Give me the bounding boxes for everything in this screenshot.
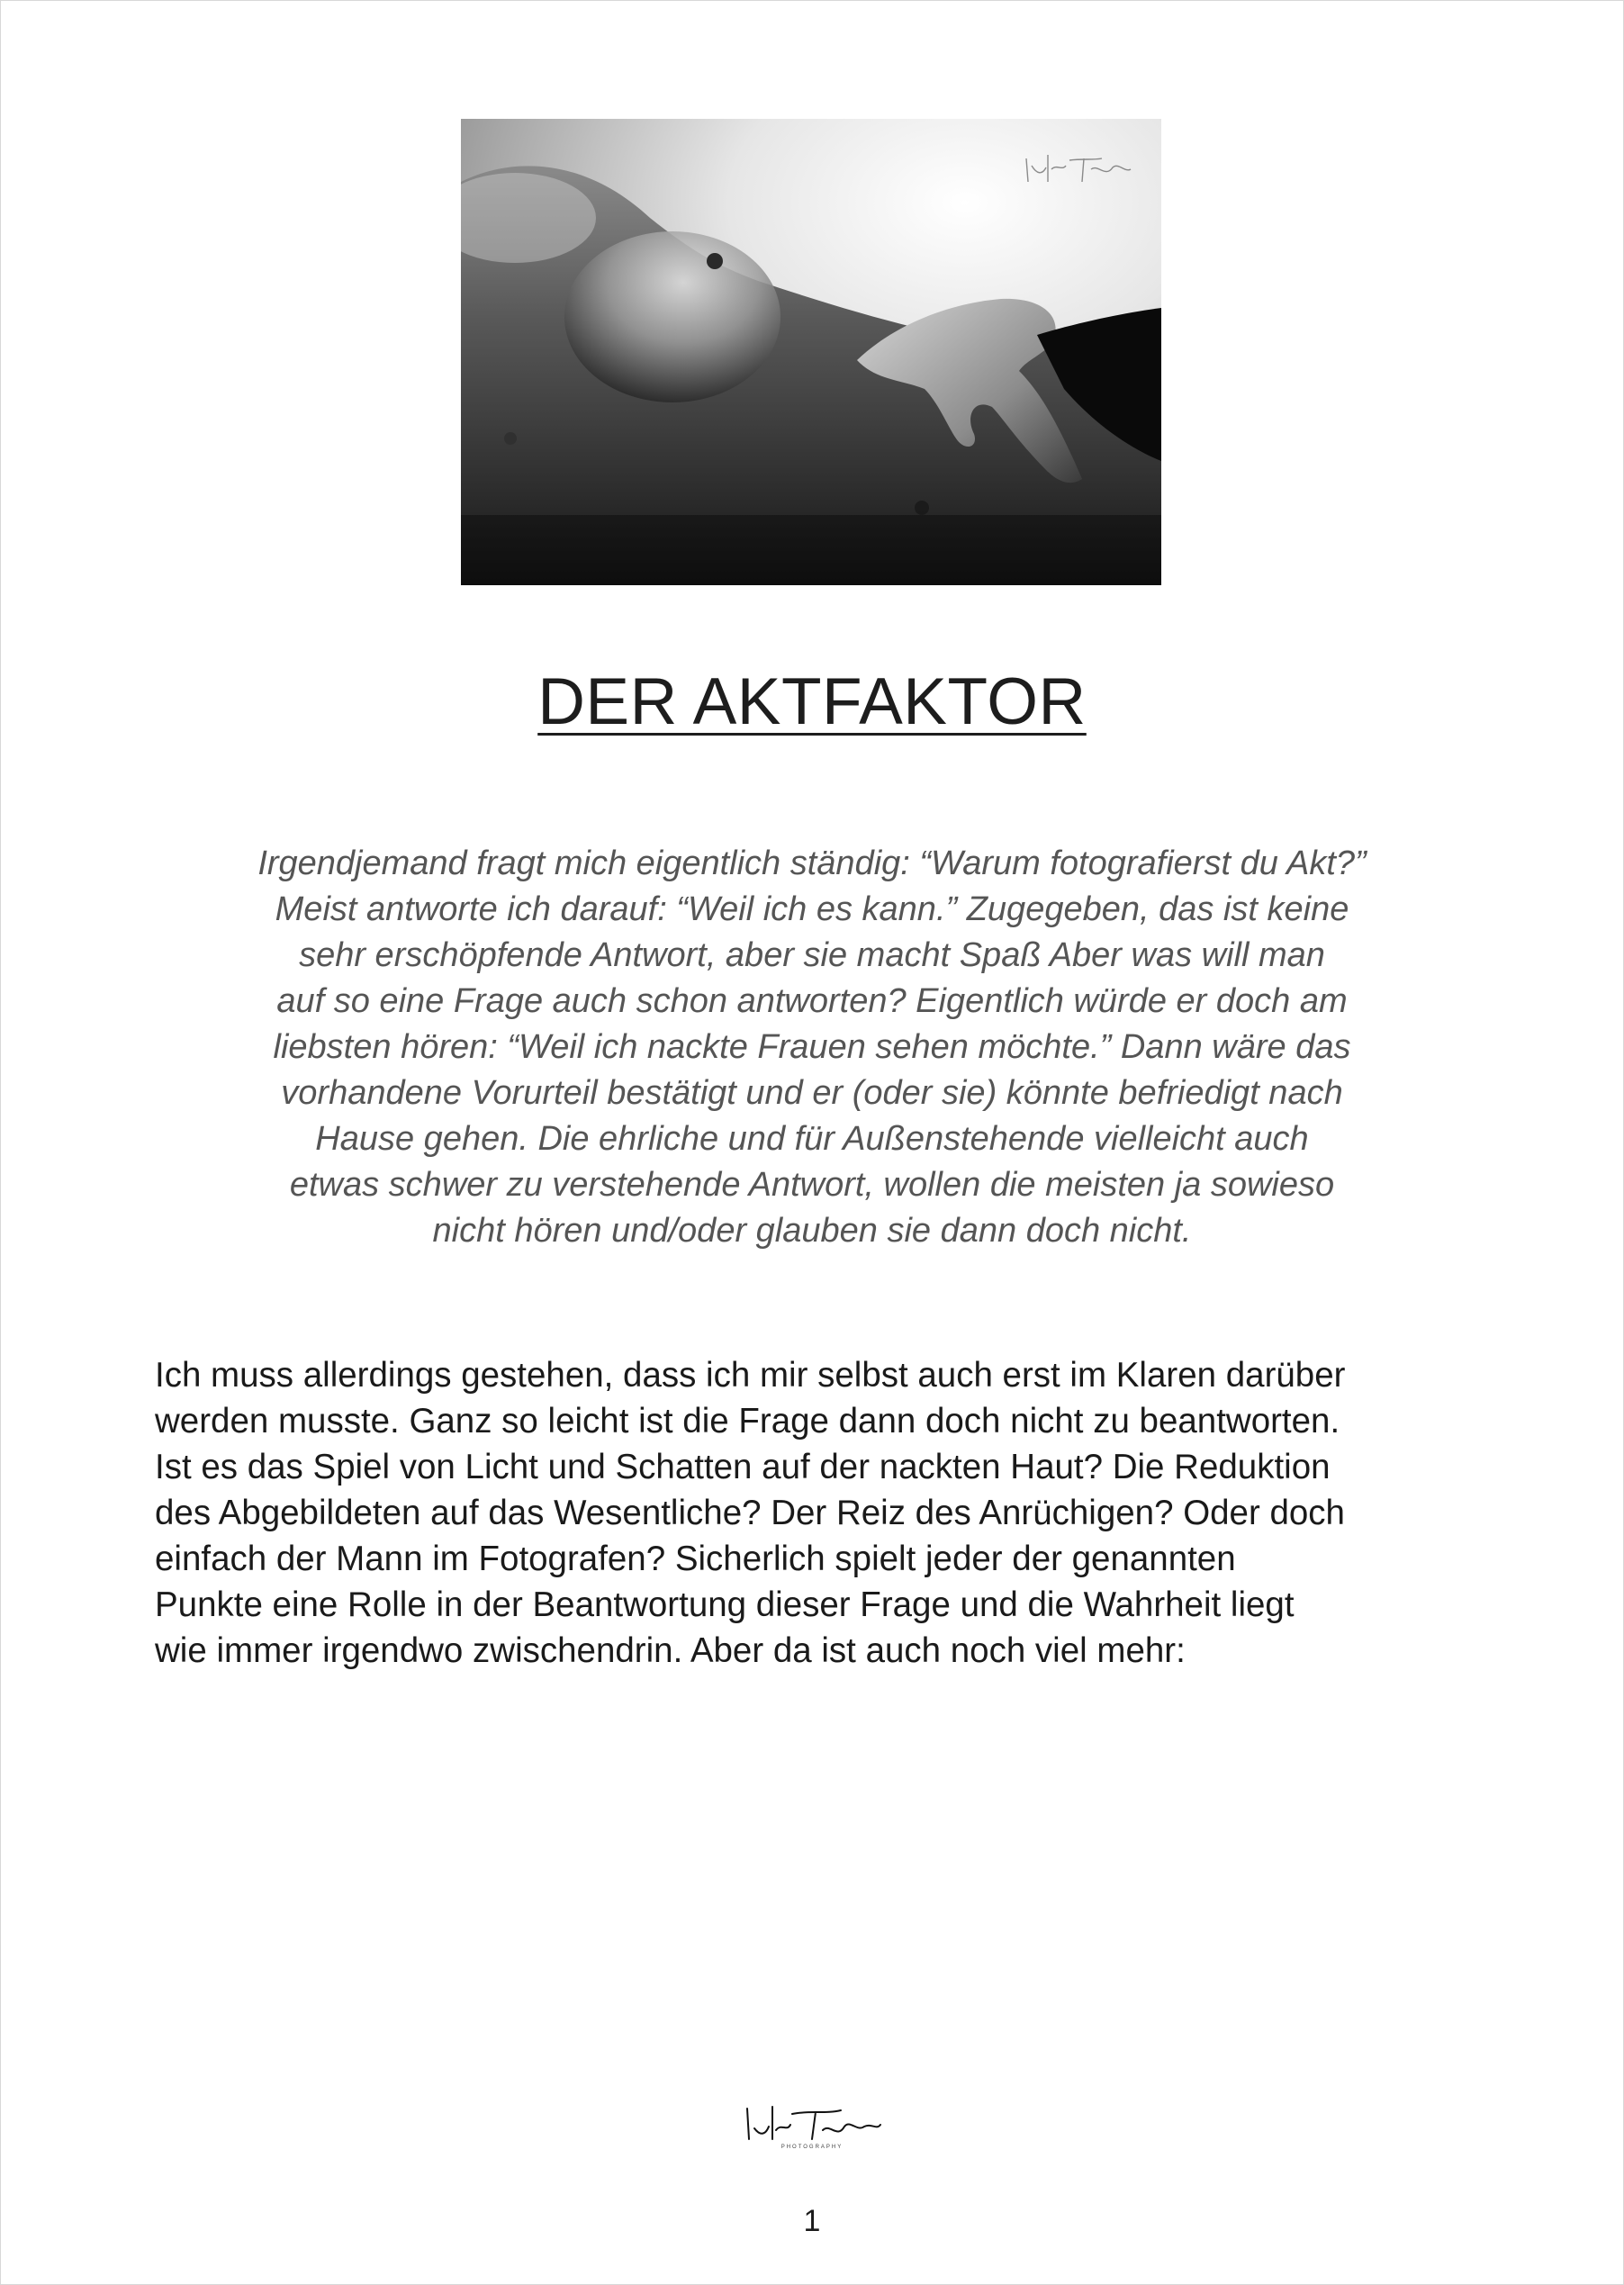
intro-line: auf so eine Frage auch schon antworten? Eigentlich würde er doch am (276, 982, 1348, 1020)
body-line: einfach der Mann im Fotografen? Sicherlich spielt jeder der genannten (155, 1540, 1236, 1578)
body-line: Punkte eine Rolle in der Beantwortung dieser Frage und die Wahrheit liegt (155, 1585, 1295, 1624)
body-line: Ist es das Spiel von Licht und Schatten auf der nackten Haut? Die Reduktion (155, 1448, 1331, 1486)
intro-line: Irgendjemand fragt mich eigentlich ständig: “Warum fotografierst du Akt?” (257, 844, 1367, 882)
body-line: wie immer irgendwo zwischendrin. Aber da ist auch noch viel mehr: (155, 1631, 1186, 1670)
intro-line: sehr erschöpfende Antwort, aber sie macht Spaß Aber was will man (299, 936, 1325, 974)
intro-line: etwas schwer zu verstehende Antwort, wollen die meisten ja sowieso (289, 1166, 1335, 1204)
page-title-text: DER AKTFAKTOR (537, 665, 1087, 738)
intro-line: Hause gehen. Die ehrliche und für Außenstehende vielleicht auch (315, 1120, 1309, 1158)
body-line: werden musste. Ganz so leicht ist die Frage dann doch nicht zu beantworten. (155, 1402, 1340, 1441)
intro-line: liebsten hören: “Weil ich nackte Frauen sehen möchte.” Dann wäre das (273, 1028, 1351, 1066)
intro-line: nicht hören und/oder glauben sie dann doch nicht. (432, 1212, 1192, 1250)
body-line: Ich muss allerdings gestehen, dass ich mir selbst auch erst im Klaren darüber (155, 1356, 1346, 1395)
page-number: 1 (803, 2204, 821, 2238)
body-paragraph (155, 1352, 1487, 1674)
signature-logo (740, 2103, 884, 2150)
intro-line: vorhandene Vorurteil bestätigt und er (oder sie) könnte befriedigt nach (281, 1074, 1343, 1112)
intro-line: Meist antworte ich darauf: “Weil ich es kann.” Zugegeben, das ist keine (275, 890, 1349, 928)
svg-text:PHOTOGRAPHY: PHOTOGRAPHY (780, 2145, 844, 2150)
photo-artwork (461, 119, 1161, 585)
signature-icon (740, 2103, 884, 2150)
page-title (0, 664, 1624, 739)
body-line: des Abgebildeten auf das Wesentliche? Der Reiz des Anrüchigen? Oder doch (155, 1494, 1345, 1532)
cover-photo (461, 119, 1161, 585)
intro-quote (180, 841, 1444, 1254)
